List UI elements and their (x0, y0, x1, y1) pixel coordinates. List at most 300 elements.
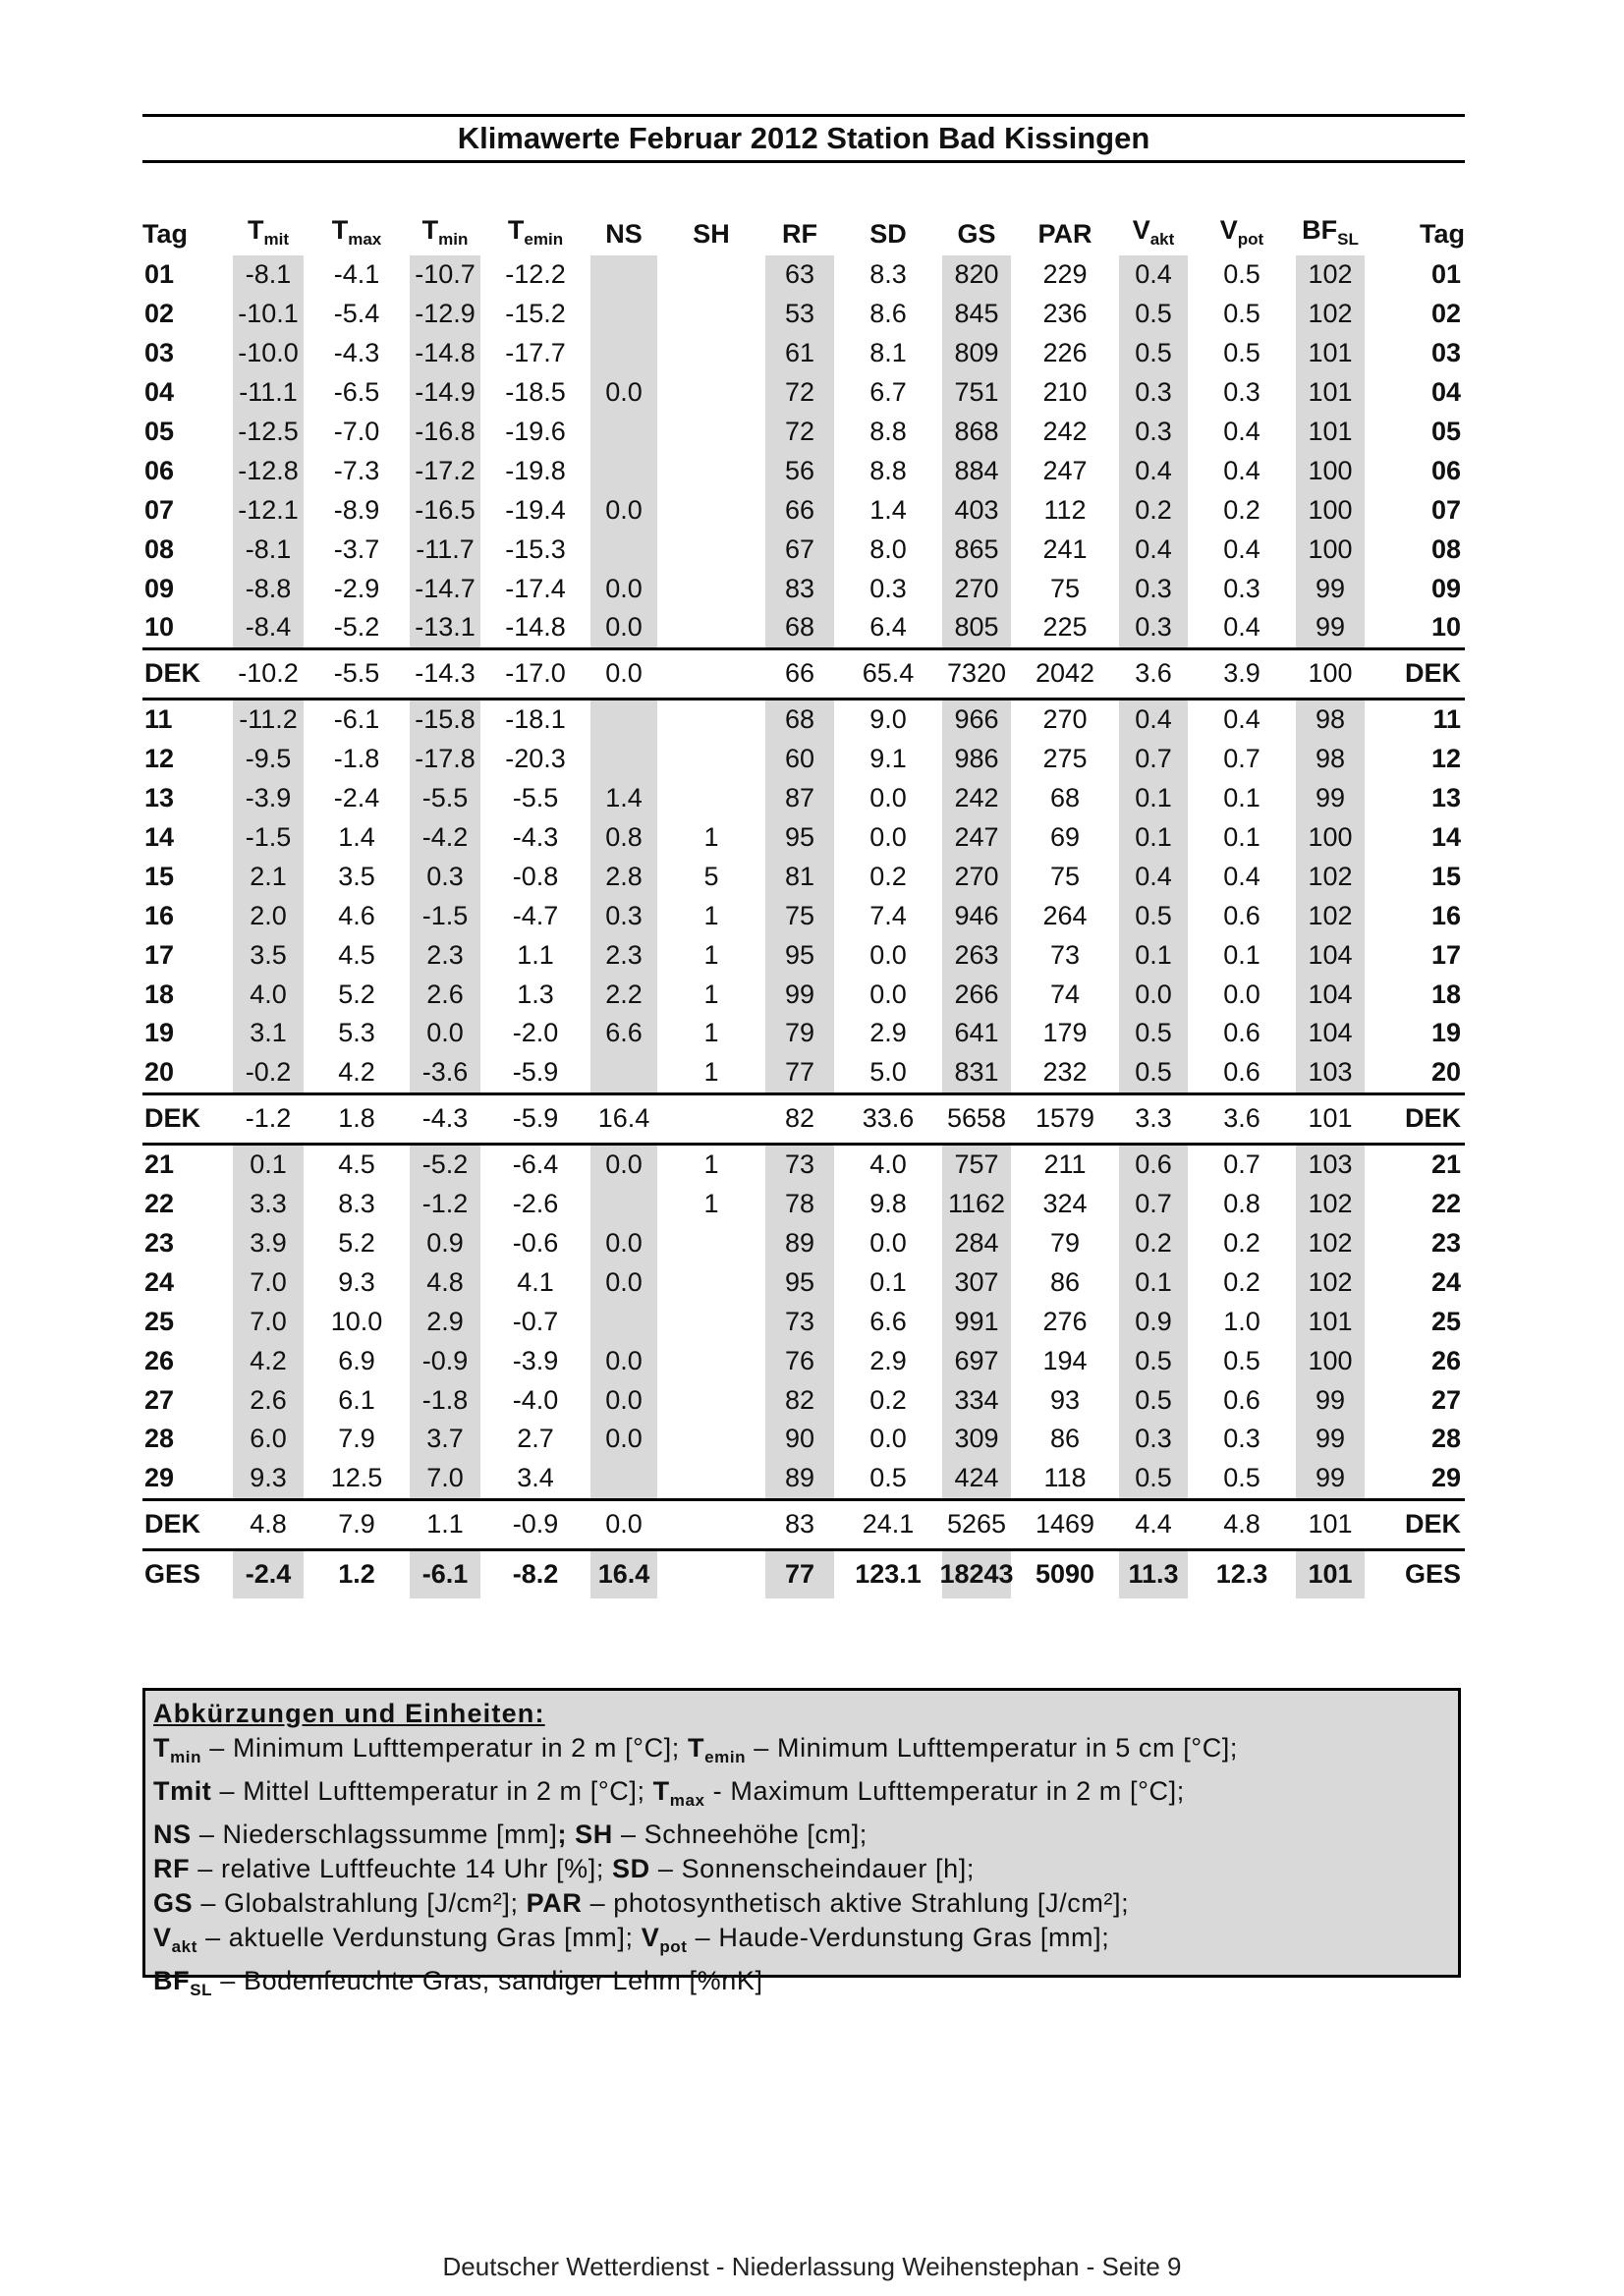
value-cell (1109, 1262, 1198, 1302)
column-header (667, 202, 756, 255)
cell-value: 0.3 (1135, 573, 1172, 603)
value-cell (667, 373, 756, 413)
cell-value: -1.5 (421, 900, 469, 930)
value-cell (581, 295, 667, 334)
cell-value: 0.7 (1223, 744, 1260, 774)
value-cell (490, 1262, 581, 1302)
value-cell (1021, 1144, 1109, 1184)
legend-text: – photosynthetisch aktive Strahlung [J/cm²]; (582, 1888, 1130, 1918)
cell-value: 0.0 (426, 1018, 464, 1048)
day-cell (1374, 255, 1465, 295)
cell-value: 6.6 (605, 1018, 643, 1048)
value-cell (1286, 413, 1374, 452)
day-cell (142, 1549, 223, 1598)
cell-value: 99 (1315, 1424, 1346, 1454)
cell-value: 118 (1043, 1463, 1087, 1493)
cell-value: 0.1 (250, 1149, 287, 1180)
day-cell (1374, 818, 1465, 858)
value-cell (400, 648, 490, 699)
value-cell (490, 1302, 581, 1341)
legend-text: – Globalstrahlung [J/cm²]; (193, 1888, 527, 1918)
value-cell (932, 935, 1021, 975)
header-main: NS (605, 219, 643, 249)
legend-line (153, 1964, 1450, 2007)
value-cell (1286, 818, 1374, 858)
value-cell (400, 1224, 490, 1263)
cell-value: -6.5 (333, 377, 380, 408)
cell-value: 4.8 (250, 1509, 287, 1540)
day-cell (1374, 569, 1465, 608)
cell-value: -5.9 (512, 1057, 559, 1088)
value-cell (313, 1093, 400, 1144)
value-cell (223, 1224, 313, 1263)
value-cell (490, 935, 581, 975)
value-cell (1021, 1093, 1109, 1144)
value-cell (1109, 1144, 1198, 1184)
cell-value: 8.8 (869, 455, 907, 485)
column-header (400, 202, 490, 255)
cell-value: 966 (954, 704, 999, 735)
value-cell (1109, 1459, 1198, 1499)
cell-value: 08 (144, 533, 175, 564)
value-cell (1021, 295, 1109, 334)
cell-value: 334 (954, 1384, 999, 1415)
column-shade (590, 740, 657, 779)
cell-value: 307 (954, 1266, 999, 1297)
cell-value: 247 (1042, 455, 1088, 485)
value-cell (581, 740, 667, 779)
cell-value: -15.8 (415, 704, 476, 735)
cell-value: 6.6 (869, 1306, 907, 1336)
value-cell (756, 334, 844, 373)
cell-value: 6.9 (338, 1345, 375, 1375)
value-cell (313, 451, 400, 490)
cell-value: 0.3 (1223, 1424, 1260, 1454)
cell-value: 0.0 (605, 1345, 643, 1375)
value-cell (1109, 740, 1198, 779)
cell-value: 12 (1430, 744, 1461, 774)
cell-value: 0.3 (1223, 377, 1260, 408)
value-cell (1198, 334, 1286, 373)
value-cell (932, 975, 1021, 1014)
value-cell (313, 1262, 400, 1302)
value-cell (581, 1302, 667, 1341)
day-cell (1374, 413, 1465, 452)
cell-value: 56 (784, 455, 815, 485)
value-cell (400, 255, 490, 295)
legend-abbr-sub: akt (171, 1937, 197, 1956)
value-cell (1109, 818, 1198, 858)
value-cell (844, 608, 932, 648)
cell-value: 5 (703, 861, 719, 891)
value-cell (1286, 1341, 1374, 1380)
value-cell (667, 1185, 756, 1224)
cell-value: 12 (144, 744, 175, 774)
cell-value: -7.0 (333, 417, 380, 446)
cell-value: 2.9 (426, 1306, 464, 1336)
cell-value: 0.9 (426, 1228, 464, 1259)
value-cell (1286, 295, 1374, 334)
day-cell (1374, 740, 1465, 779)
value-cell (581, 1262, 667, 1302)
cell-value: 0.4 (1135, 259, 1172, 290)
day-cell (1374, 699, 1465, 739)
cell-value: 0.1 (1135, 1266, 1172, 1297)
cell-value: 33.6 (862, 1103, 915, 1134)
value-cell (844, 373, 932, 413)
value-cell (1021, 935, 1109, 975)
value-cell (756, 896, 844, 935)
column-shade (590, 451, 657, 490)
cell-value: 247 (954, 822, 999, 853)
cell-value: 0.3 (869, 573, 907, 603)
cell-value: 100 (1308, 455, 1353, 485)
cell-value: 65.4 (862, 658, 915, 689)
value-cell (667, 1302, 756, 1341)
value-cell (1286, 608, 1374, 648)
value-cell (1021, 975, 1109, 1014)
day-cell (142, 1499, 223, 1549)
day-cell (1374, 451, 1465, 490)
cell-value: 868 (954, 417, 999, 446)
day-cell (142, 1341, 223, 1380)
cell-value: 24 (144, 1266, 175, 1297)
cell-value: DEK (144, 658, 201, 689)
table-row (142, 451, 1465, 490)
table-row (142, 1144, 1465, 1184)
cell-value: 0.0 (605, 494, 643, 525)
cell-value: 0.0 (605, 377, 643, 408)
day-cell (142, 975, 223, 1014)
cell-value: 102 (1308, 1189, 1353, 1219)
value-cell (1109, 1185, 1198, 1224)
cell-value: 0.3 (1223, 573, 1260, 603)
cell-value: 0.0 (869, 1228, 907, 1259)
value-cell (1198, 1224, 1286, 1263)
value-cell (667, 490, 756, 530)
day-cell (142, 295, 223, 334)
day-cell (1374, 530, 1465, 569)
cell-value: 1 (703, 979, 719, 1009)
value-cell (1198, 413, 1286, 452)
value-cell (932, 255, 1021, 295)
cell-value: 89 (784, 1228, 815, 1259)
value-cell (1198, 1093, 1286, 1144)
cell-value: -14.9 (415, 377, 476, 408)
cell-value: 0.6 (1223, 900, 1260, 930)
value-cell (313, 1185, 400, 1224)
cell-value: 0.1 (1223, 783, 1260, 813)
cell-value: 01 (144, 259, 175, 290)
cell-value: 266 (954, 979, 999, 1009)
cell-value: 0.5 (1135, 1345, 1172, 1375)
value-cell (1286, 935, 1374, 975)
cell-value: -3.6 (421, 1057, 469, 1088)
value-cell (844, 1420, 932, 1459)
header-main: GS (957, 219, 996, 249)
cell-value: 1.4 (605, 783, 643, 813)
cell-value: 0.3 (426, 861, 464, 891)
cell-value: 79 (784, 1018, 815, 1048)
day-cell (142, 1144, 223, 1184)
value-cell (1021, 490, 1109, 530)
value-cell (932, 569, 1021, 608)
cell-value: 99 (784, 979, 815, 1009)
cell-value: 805 (954, 612, 999, 643)
value-cell (581, 451, 667, 490)
value-cell (932, 1185, 1021, 1224)
cell-value: 1 (703, 939, 719, 970)
cell-value: 5.2 (338, 979, 375, 1009)
value-cell (490, 608, 581, 648)
value-cell (1109, 857, 1198, 896)
value-cell (844, 740, 932, 779)
day-cell (1374, 857, 1465, 896)
value-cell (1109, 608, 1198, 648)
value-cell (490, 857, 581, 896)
value-cell (844, 1144, 932, 1184)
value-cell (1021, 1224, 1109, 1263)
cell-value: 3.9 (1223, 658, 1260, 689)
cell-value: 68 (784, 704, 815, 735)
cell-value: -10.2 (238, 658, 299, 689)
day-cell (142, 1185, 223, 1224)
day-cell (1374, 779, 1465, 818)
table-row (142, 255, 1465, 295)
value-cell (313, 1144, 400, 1184)
cell-value: 16 (144, 900, 175, 930)
cell-value: -18.1 (505, 704, 566, 735)
header-row (142, 202, 1465, 255)
value-cell (1198, 530, 1286, 569)
value-cell (581, 896, 667, 935)
header-main: SD (869, 219, 907, 249)
value-cell (1109, 1380, 1198, 1420)
cell-value: 0.4 (1135, 861, 1172, 891)
cell-value: 3.4 (517, 1463, 554, 1493)
value-cell (490, 295, 581, 334)
cell-value: 9.8 (869, 1189, 907, 1219)
cell-value: -12.9 (415, 299, 476, 329)
cell-value: 8.3 (869, 259, 907, 290)
column-shade (590, 334, 657, 373)
cell-value: 75 (1049, 573, 1081, 603)
cell-value: 0.1 (1135, 939, 1172, 970)
value-cell (223, 1144, 313, 1184)
legend-box (142, 1688, 1461, 1999)
cell-value: -9.5 (245, 744, 292, 774)
cell-value: -0.2 (245, 1057, 292, 1088)
value-cell (400, 779, 490, 818)
cell-value: 2.6 (426, 979, 464, 1009)
value-cell (844, 699, 932, 739)
value-cell (932, 1093, 1021, 1144)
climate-table (142, 202, 1465, 1598)
value-cell (1198, 608, 1286, 648)
value-cell (1198, 857, 1286, 896)
value-cell (667, 1341, 756, 1380)
cell-value: -5.5 (421, 783, 469, 813)
cell-value: 123.1 (855, 1559, 922, 1590)
value-cell (756, 295, 844, 334)
value-cell (756, 779, 844, 818)
cell-value: 1162 (947, 1189, 1006, 1219)
cell-value: 5.2 (338, 1228, 375, 1259)
cell-value: 104 (1308, 1018, 1353, 1048)
value-cell (1198, 699, 1286, 739)
cell-value: 6.1 (338, 1384, 375, 1415)
value-cell (1109, 255, 1198, 295)
value-cell (313, 1549, 400, 1598)
cell-value: -2.4 (245, 1559, 292, 1590)
day-cell (142, 935, 223, 975)
cell-value: -14.8 (415, 338, 476, 368)
value-cell (1286, 1093, 1374, 1144)
value-cell (667, 295, 756, 334)
cell-value: 0.4 (1223, 861, 1260, 891)
legend-text: – Haude-Verdunstung Gras [mm]; (687, 1923, 1110, 1952)
cell-value: 0.0 (869, 783, 907, 813)
day-cell (142, 1014, 223, 1053)
day-cell (142, 373, 223, 413)
column-header (313, 202, 400, 255)
cell-value: 0.2 (1223, 494, 1260, 525)
value-cell (490, 1053, 581, 1093)
cell-value: 16.4 (597, 1103, 650, 1134)
value-cell (1198, 648, 1286, 699)
table-row (142, 818, 1465, 858)
legend-text: – Bodenfeuchte Gras, sandiger Lehm [%nK] (212, 1966, 763, 1995)
cell-value: -19.6 (505, 417, 566, 446)
value-cell (1286, 1380, 1374, 1420)
cell-value: 4.5 (338, 1149, 375, 1180)
value-cell (1198, 373, 1286, 413)
cell-value: 2.7 (517, 1424, 554, 1454)
cell-value: 1 (703, 1057, 719, 1088)
value-cell (313, 896, 400, 935)
table-row (142, 740, 1465, 779)
legend-abbr: Tmit (153, 1776, 212, 1806)
value-cell (844, 1302, 932, 1341)
cell-value: 403 (954, 494, 999, 525)
value-cell (932, 295, 1021, 334)
value-cell (490, 1499, 581, 1549)
value-cell (313, 255, 400, 295)
value-cell (844, 779, 932, 818)
cell-value: -2.9 (333, 573, 380, 603)
value-cell (400, 1093, 490, 1144)
cell-value: 1 (703, 1018, 719, 1048)
legend-abbr-sub: min (170, 1748, 202, 1766)
cell-value: -7.3 (333, 455, 380, 485)
value-cell (400, 1053, 490, 1093)
day-cell (142, 857, 223, 896)
header-sub: mit (263, 230, 289, 249)
cell-value: 112 (1043, 494, 1087, 525)
cell-value: 83 (784, 573, 815, 603)
cell-value: 4.4 (1135, 1509, 1172, 1540)
value-cell (313, 1499, 400, 1549)
value-cell (1021, 1302, 1109, 1341)
cell-value: 8.0 (869, 533, 907, 564)
value-cell (1198, 569, 1286, 608)
cell-value: 17 (144, 939, 175, 970)
value-cell (1198, 1380, 1286, 1420)
cell-value: 3.3 (1135, 1103, 1172, 1134)
value-cell (756, 530, 844, 569)
value-cell (223, 1380, 313, 1420)
value-cell (223, 1302, 313, 1341)
value-cell (932, 1459, 1021, 1499)
cell-value: -13.1 (415, 612, 476, 643)
cell-value: 0.0 (605, 1509, 643, 1540)
value-cell (844, 896, 932, 935)
value-cell (400, 699, 490, 739)
cell-value: 17 (1430, 939, 1461, 970)
value-cell (1198, 1499, 1286, 1549)
value-cell (667, 818, 756, 858)
value-cell (313, 935, 400, 975)
cell-value: 270 (1042, 704, 1088, 735)
legend-text (567, 1820, 575, 1849)
cell-value: 284 (954, 1228, 999, 1259)
cell-value: 10 (1430, 612, 1461, 643)
value-cell (490, 699, 581, 739)
legend-heading: Abkürzungen und Einheiten: (153, 1699, 545, 1728)
value-cell (581, 608, 667, 648)
cell-value: DEK (1404, 1103, 1461, 1134)
cell-value: 7.0 (250, 1266, 287, 1297)
header-main: PAR (1037, 219, 1092, 249)
value-cell (756, 1224, 844, 1263)
value-cell (490, 413, 581, 452)
value-cell (667, 608, 756, 648)
value-cell (400, 295, 490, 334)
value-cell (313, 413, 400, 452)
header-sub: emin (524, 230, 564, 249)
day-cell (142, 1420, 223, 1459)
cell-value: 78 (784, 1189, 815, 1219)
cell-value: -5.9 (512, 1103, 559, 1134)
cell-value: 53 (784, 299, 815, 329)
legend-abbr: SD (612, 1854, 650, 1883)
value-cell (1021, 857, 1109, 896)
cell-value: 82 (784, 1103, 815, 1134)
cell-value: 1.0 (1223, 1306, 1260, 1336)
cell-value: 0.5 (1223, 259, 1260, 290)
value-cell (667, 1144, 756, 1184)
day-cell (142, 1053, 223, 1093)
cell-value: -15.3 (505, 533, 566, 564)
cell-value: 25 (144, 1306, 175, 1336)
cell-value: DEK (144, 1509, 201, 1540)
value-cell (1286, 1302, 1374, 1341)
cell-value: 0.1 (1135, 822, 1172, 853)
value-cell (1021, 1185, 1109, 1224)
value-cell (313, 857, 400, 896)
cell-value: 1 (703, 1149, 719, 1180)
value-cell (1198, 1185, 1286, 1224)
cell-value: 1 (703, 1189, 719, 1219)
cell-value: 2.8 (605, 861, 643, 891)
value-cell (1021, 740, 1109, 779)
cell-value: 02 (1430, 299, 1461, 329)
cell-value: 7.9 (338, 1424, 375, 1454)
cell-value: 4.5 (338, 939, 375, 970)
cell-value: 1 (703, 822, 719, 853)
value-cell (844, 1499, 932, 1549)
legend-abbr-sub: pot (659, 1937, 688, 1956)
